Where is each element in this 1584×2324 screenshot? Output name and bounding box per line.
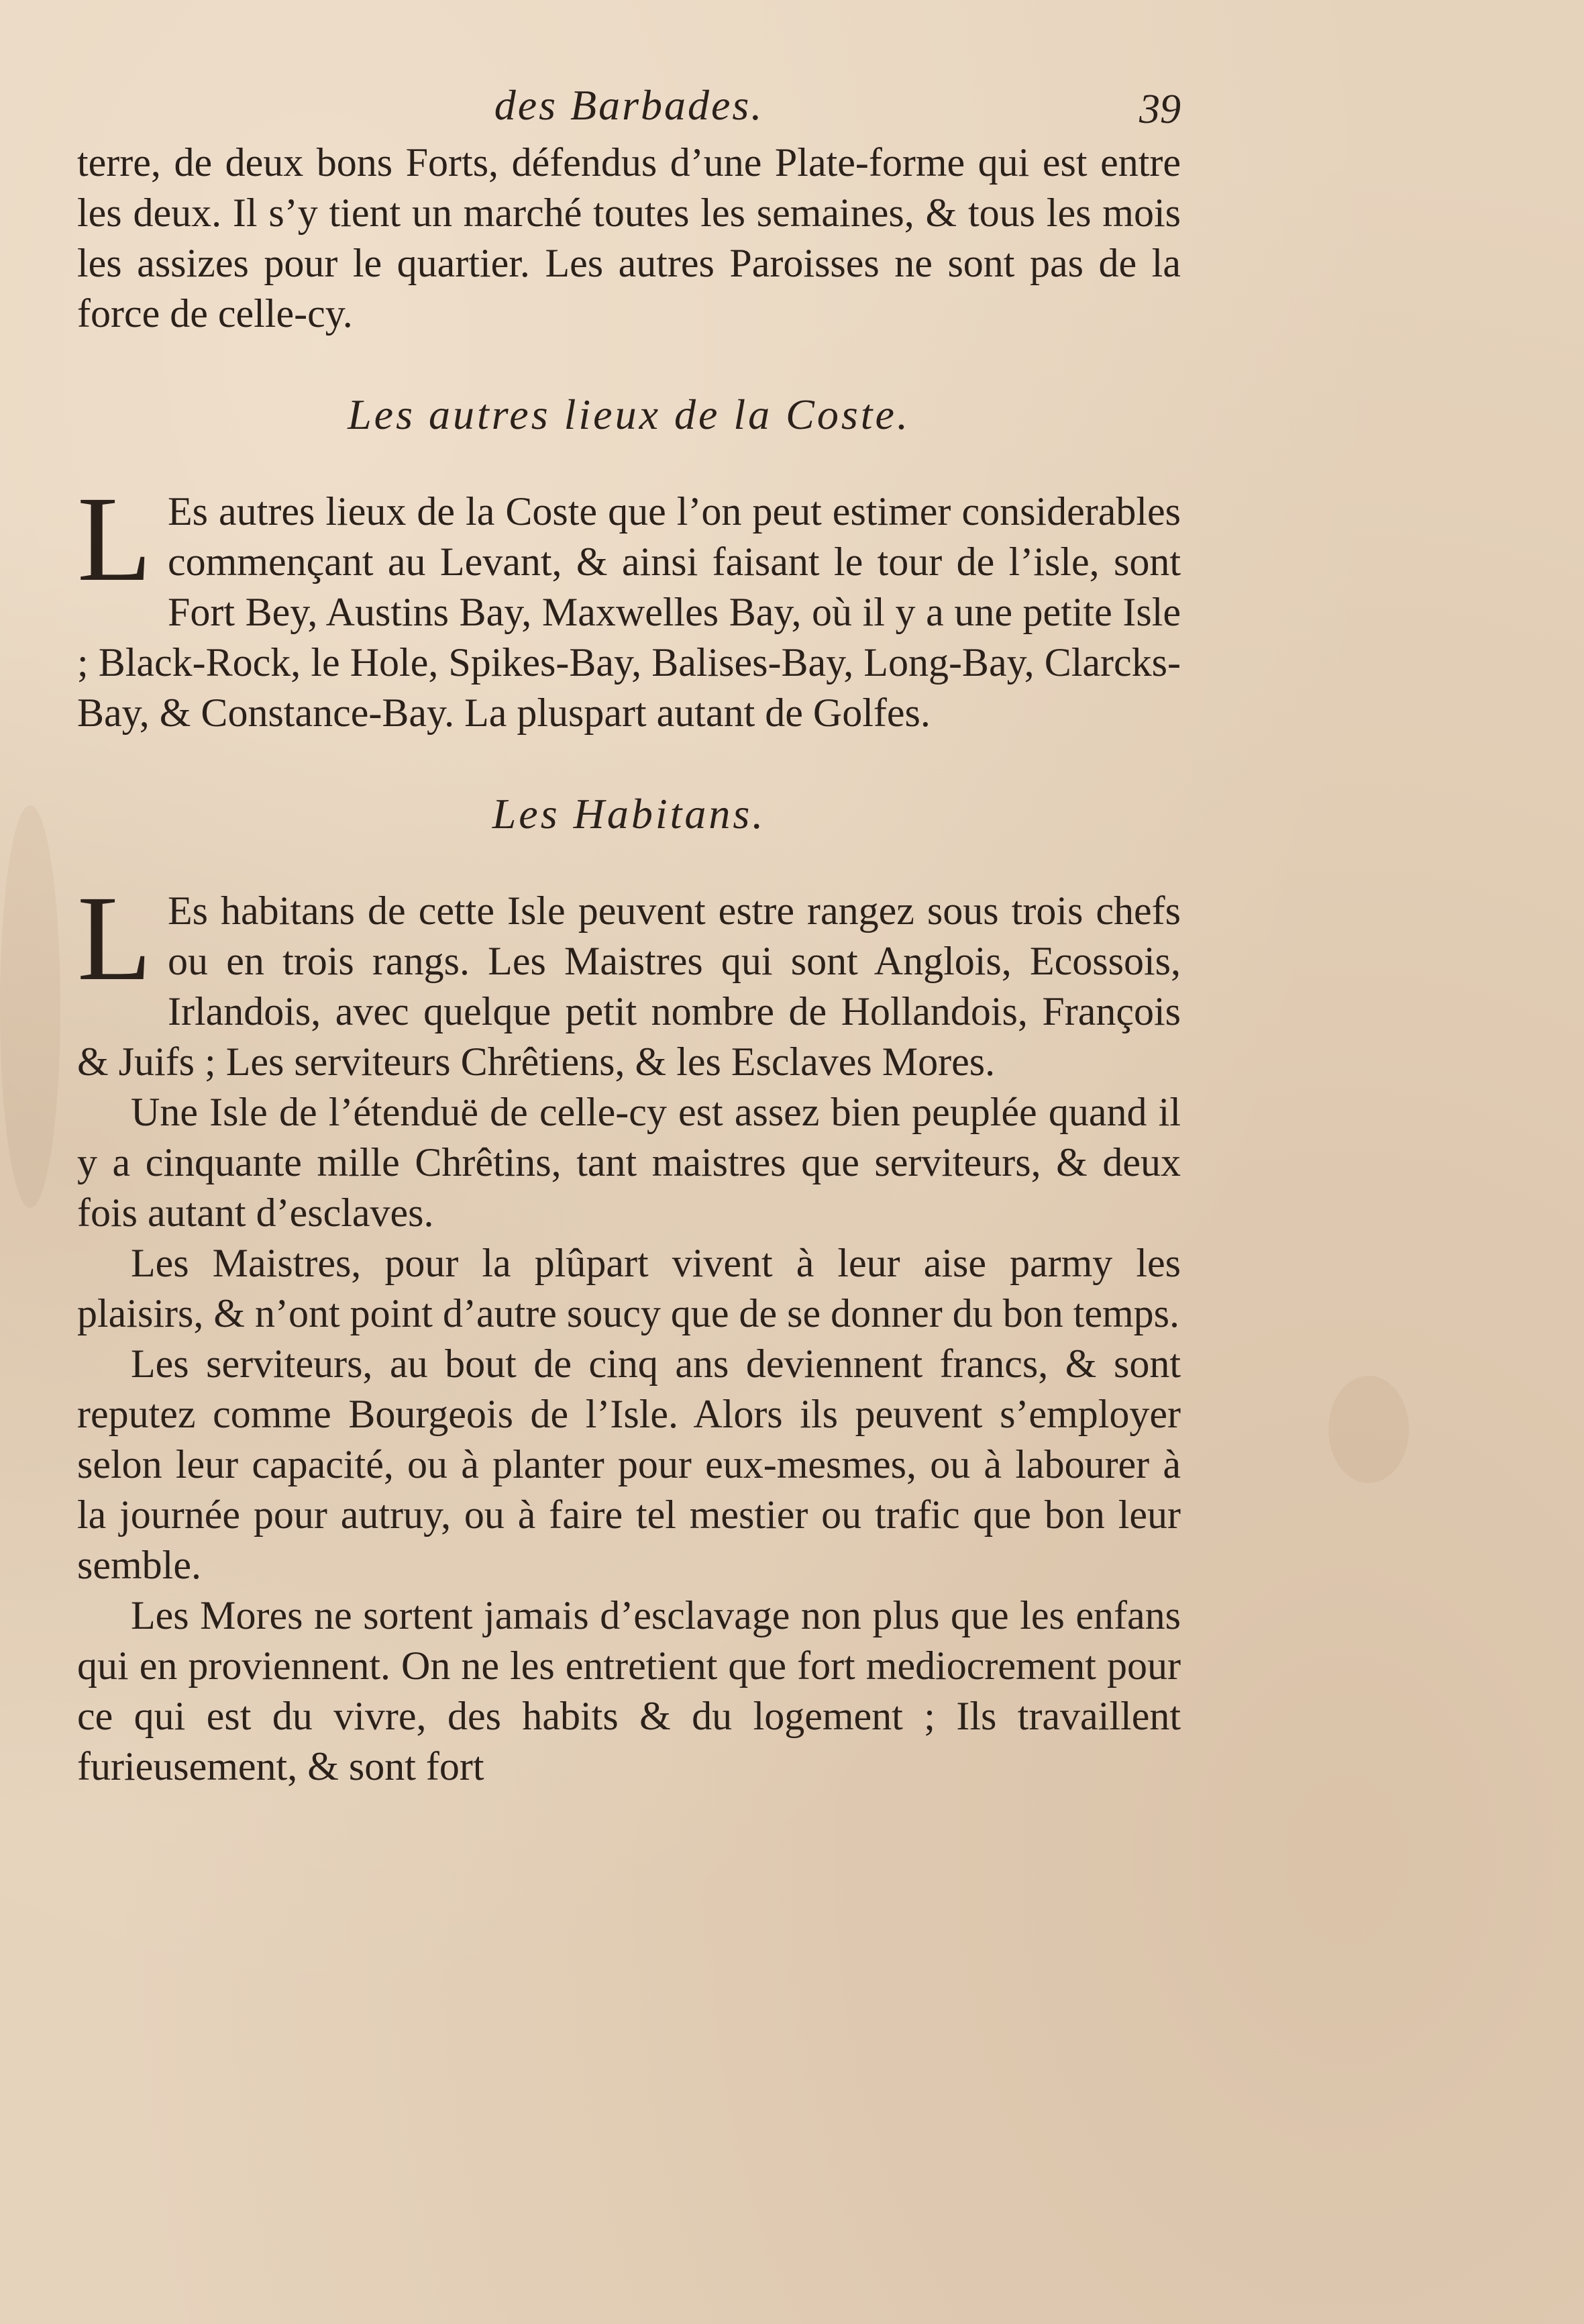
page-number: 39 bbox=[1139, 87, 1181, 132]
running-head bbox=[77, 75, 1181, 136]
paragraph-continuation: terre, de deux bons Forts, défendus d’une Plate-forme qui est entre les deux. Il s’y tient un marché toutes les semaines, & tous les mois les assizes pour le quartier. Les autres Paroisses ne sont pas de la force de celle-cy. bbox=[77, 140, 1181, 336]
paragraph-habitans-text: Es habitans de cette Isle peuvent estre rangez sous trois chefs ou en trois rangs. Les Maistres qui sont Anglois, Ecossois, Irlandois, avec quelque petit nombre de Hollandois, François & Juifs ; Les serviteurs Chrêtiens, & les Esclaves Mores. bbox=[77, 889, 1181, 1084]
drop-cap-initial: L bbox=[77, 871, 152, 1006]
paragraph-serviteurs: Les serviteurs, au bout de cinq ans deviennent francs, & sont reputez comme Bourgeois de l’Isle. Alors ils peuvent s’employer selon leur capacité, ou à planter pour eux-mesmes, ou à labourer à la journée pour autruy, ou à faire tel mestier ou trafic que bon leur semble. bbox=[77, 1342, 1181, 1587]
running-title: des Barbades. bbox=[494, 81, 764, 129]
paragraph-population: Une Isle de l’étenduë de celle-cy est assez bien peuplée quand il y a cinquante mille Chrêtins, tant maistres que serviteurs, & deux fois autant d’esclaves. bbox=[77, 1090, 1181, 1235]
paragraph-coste-text: Es autres lieux de la Coste que l’on peut estimer considerables commençant au Levant, & ainsi faisant le tour de l’isle, sont Fort Bey, Austins Bay, Maxwelles Bay, où il y a une petite Isle ; Black-Rock, le Hole, Spikes-Bay, Balises-Bay, Long-Bay, Clarcks-Bay, & Constance-Bay. La pluspart autant de Golfes. bbox=[77, 489, 1181, 735]
paragraph-mores: Les Mores ne sortent jamais d’esclavage non plus que les enfans qui en proviennent. On ne les entretient que fort mediocrement pour ce qui est du vivre, des habits & du logement ; Ils travaillent furieusement, & sont fort bbox=[77, 1593, 1181, 1788]
drop-cap-initial: L bbox=[77, 472, 152, 607]
paragraph-coste bbox=[77, 472, 1181, 738]
body-text bbox=[77, 138, 1181, 1792]
section-heading-habitans: Les Habitans. bbox=[492, 790, 766, 838]
paragraph-habitans bbox=[77, 871, 1181, 1087]
book-page bbox=[77, 0, 1181, 2324]
section-heading-coste: Les autres lieux de la Coste. bbox=[348, 391, 910, 438]
paragraph-maistres: Les Maistres, pour la plûpart vivent à leur aise parmy les plaisirs, & n’ont point d’autre soucy que de se donner du bon temps. bbox=[77, 1241, 1181, 1335]
